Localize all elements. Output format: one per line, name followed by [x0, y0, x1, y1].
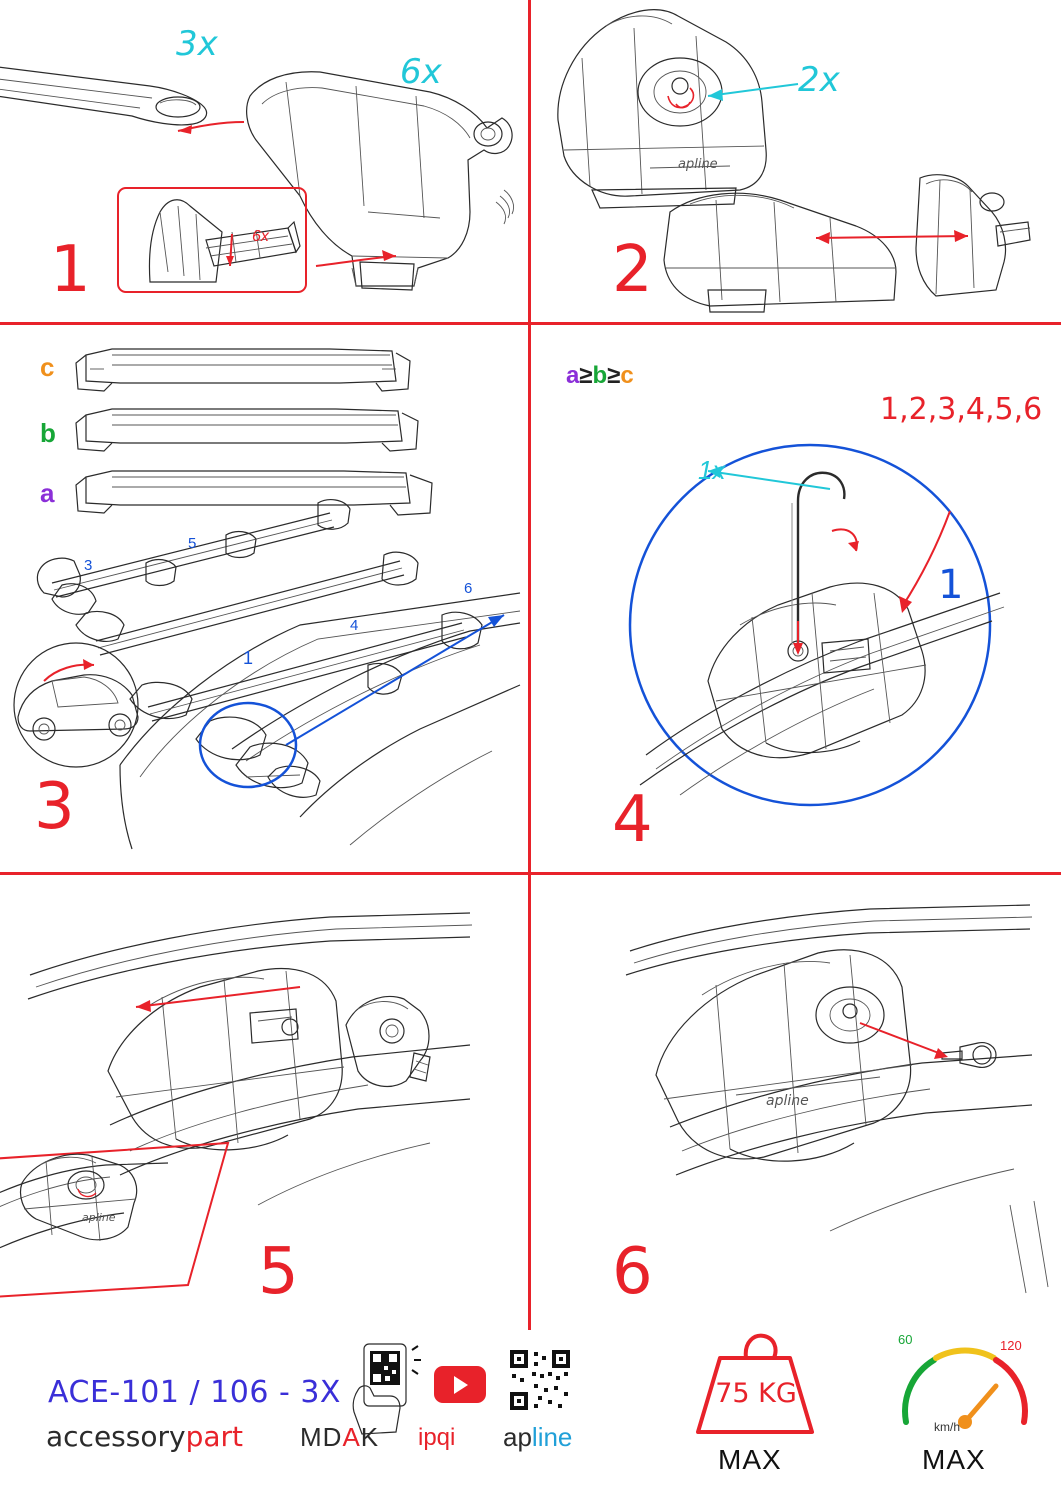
youtube-icon[interactable]: [434, 1366, 486, 1403]
marker-2: 3: [84, 557, 93, 574]
label-profile-c: c: [40, 352, 55, 382]
label-6x-inset: 6x: [252, 228, 269, 245]
marker-4: 5: [188, 535, 197, 552]
svg-text:apline: apline: [82, 1211, 116, 1224]
step-number-1: 1: [50, 233, 91, 307]
gauge-max-tick: 120: [1000, 1338, 1022, 1353]
speed-max-label: MAX: [922, 1444, 986, 1475]
weight-max-label: MAX: [718, 1444, 782, 1475]
marker-1: 1: [243, 648, 254, 668]
label-inequality: a≥b≥c: [566, 362, 634, 389]
play-triangle-icon: [454, 1376, 468, 1394]
label-3x: 3x: [176, 24, 218, 64]
marker-5: 6: [464, 580, 473, 597]
gauge-unit-label: km/h: [934, 1420, 961, 1434]
marker-3: 4: [350, 617, 359, 634]
step6-illustration: [530, 875, 1061, 1330]
scan-phone-icon[interactable]: [338, 1340, 428, 1440]
brand-ipqi: ipqi: [418, 1424, 456, 1451]
label-order-sequence: 1,2,3,4,5,6: [880, 392, 1043, 427]
label-detail-1: 1: [938, 562, 964, 608]
step-number-5: 5: [258, 1235, 299, 1309]
step3-illustration: [0, 325, 528, 873]
label-2x: 2x: [798, 60, 840, 100]
step-number-3: 3: [34, 770, 75, 844]
gauge-min-tick: 60: [898, 1332, 913, 1347]
svg-text:apline: apline: [766, 1093, 809, 1109]
step-number-2: 2: [612, 233, 653, 307]
label-profile-a: a: [40, 478, 55, 508]
brand-apline: apline: [503, 1422, 573, 1452]
svg-text:apline: apline: [678, 157, 718, 172]
label-6x: 6x: [400, 52, 442, 92]
brand-mdak: MDAK: [300, 1422, 380, 1452]
label-profile-b: b: [40, 418, 56, 448]
step2-illustration: [530, 0, 1061, 322]
model-code: ACE-101 / 106 - 3X: [48, 1375, 341, 1410]
step-number-4: 4: [612, 783, 653, 857]
qr-code-icon[interactable]: [508, 1348, 572, 1412]
brand-accessorypart: accessorypart: [46, 1420, 243, 1453]
weight-value: 75 KG: [715, 1378, 797, 1409]
step-number-6: 6: [612, 1235, 653, 1309]
label-1x: 1x: [698, 455, 726, 485]
